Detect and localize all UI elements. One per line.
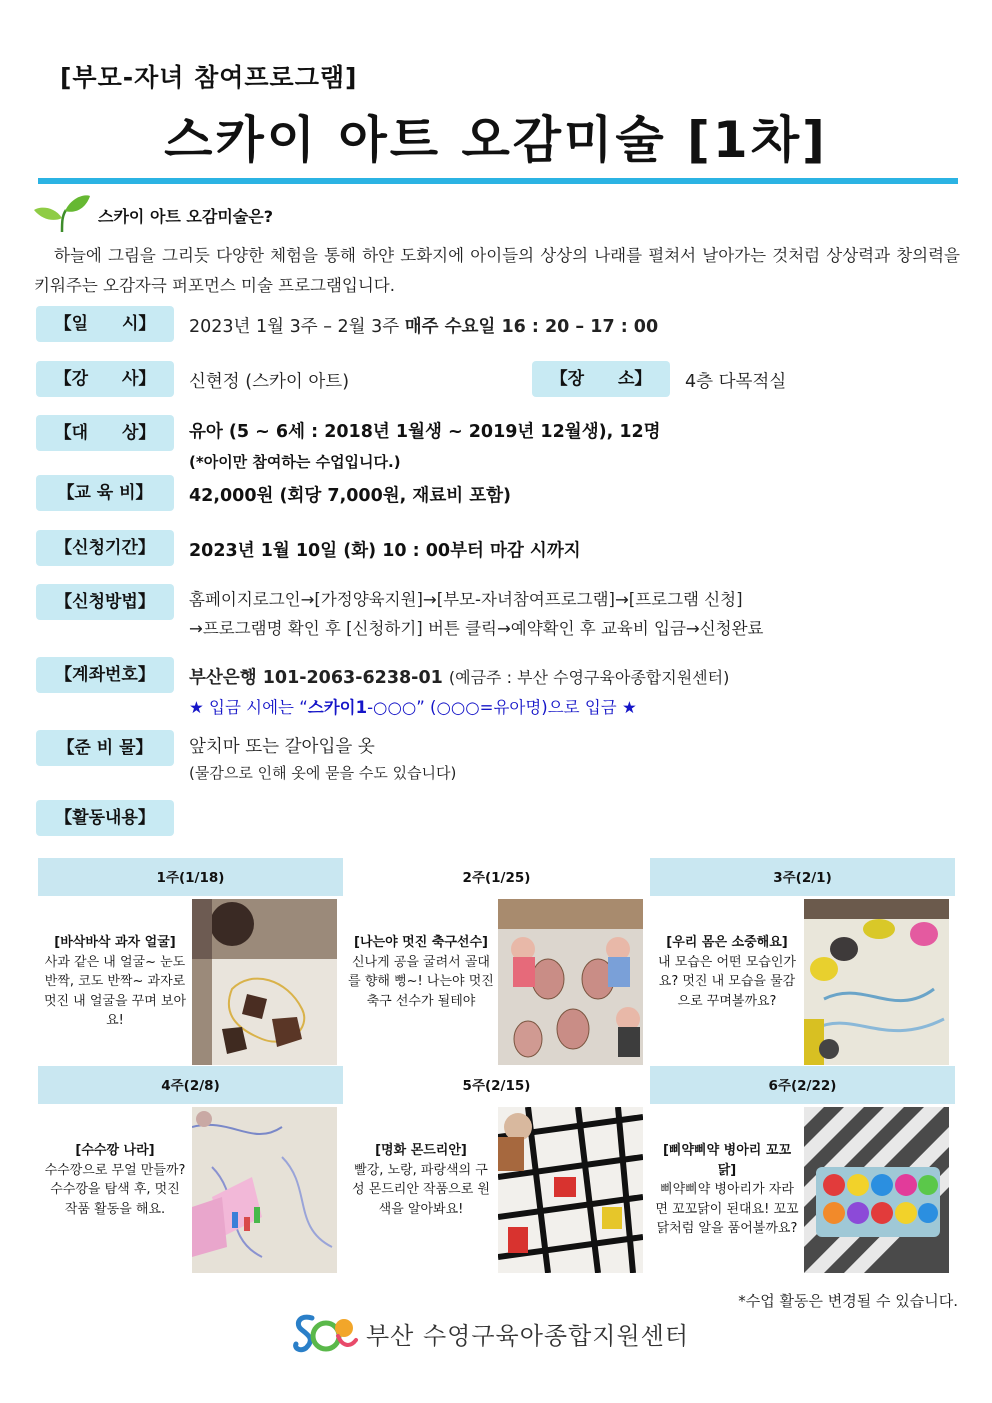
activity-desc: 삐약삐약 병아리가 자라면 꼬꼬닭이 된대요! 꼬꼬닭처럼 알을 품어볼까요? (655, 1182, 799, 1236)
value-account (189, 664, 729, 689)
activity-desc: 신나게 공을 굴려서 골대를 향해 뻥~! 나는야 멋진 축구 선수가 될테야 (348, 954, 494, 1009)
value-date-range: 2023년 1월 3주 – 2월 3주 (189, 317, 405, 337)
account-note (189, 694, 637, 718)
target-note: (*아이만 참여하는 수업입니다.) (189, 453, 401, 471)
activity-photo (192, 899, 337, 1065)
label-supplies: 【준 비 물】 (36, 730, 174, 766)
week-header: 5주(2/15) (344, 1066, 649, 1104)
change-notice: *수업 활동은 변경될 수 있습니다. (738, 1292, 958, 1310)
value-supplies: 앞치마 또는 갈아입을 옷 (189, 737, 375, 757)
activity-text (42, 1141, 188, 1219)
week-header: 2주(1/25) (344, 858, 649, 896)
activity-text (348, 933, 494, 1011)
activity-card (38, 1107, 343, 1273)
value-method-line1: 홈페이지로그인→[가정양육지원]→[부모-자녀참여프로그램]→[프로그램 신청] (189, 590, 743, 609)
activity-title: [나는야 멋진 축구선수] (354, 935, 488, 950)
account-bank: 부산은행 101-2063-6238-01 (189, 668, 449, 688)
label-target: 【대 상】 (36, 415, 174, 451)
value-target: 유아 (5 ~ 6세 : 2018년 1월생 ~ 2019년 12월생), 12명 (189, 422, 661, 442)
page-title: 스카이 아트 오감미술 [1차] (164, 111, 828, 169)
supplies-note: (물감으로 인해 옷에 묻을 수도 있습니다) (189, 764, 457, 782)
activity-card (650, 1107, 955, 1273)
account-note-code: 스카이1 (307, 698, 368, 717)
program-category: [부모-자녀 참여프로그램] (60, 63, 358, 92)
center-name: 부산 수영구육아종합지원센터 (366, 1322, 690, 1350)
label-method: 【신청방법】 (36, 584, 174, 620)
sprout-icon (32, 192, 92, 234)
value-method-line2: →프로그램명 확인 후 [신청하기] 버튼 클릭→예약확인 후 교육비 입금→신청완료 (189, 619, 764, 638)
activity-title: [바삭바삭 과자 얼굴] (54, 935, 176, 950)
value-date (189, 313, 658, 338)
value-date-time: 매주 수요일 16 : 20 – 17 : 00 (404, 317, 659, 337)
value-period: 2023년 1월 10일 (화) 10 : 00부터 마감 시까지 (189, 541, 581, 561)
activity-photo (804, 899, 949, 1065)
activity-card (38, 899, 343, 1065)
intro-body: 하늘에 그림을 그리듯 다양한 체험을 통해 하얀 도화지에 아이들의 상상의 나래를 펼쳐서 날아가는 것처럼 상상력과 창의력을 키워주는 오감자극 퍼포먼스 미술 프로그램입니다. (34, 246, 960, 295)
activity-card (344, 1107, 649, 1273)
label-account: 【계좌번호】 (36, 657, 174, 693)
label-fee: 【교 육 비】 (36, 475, 174, 511)
account-note-start: ★ 입금 시에는 “ (189, 698, 308, 717)
activity-text (42, 933, 188, 1031)
activity-card (650, 899, 955, 1065)
activity-photo (498, 1107, 643, 1273)
account-note-end: -○○○” (○○○=유아명)으로 입금 ★ (367, 698, 637, 717)
activity-title: [수수깡 나라] (75, 1143, 155, 1158)
label-place: 【장 소】 (532, 361, 670, 397)
title-divider (38, 178, 958, 184)
activity-text (348, 1141, 494, 1219)
activity-desc: 사과 같은 내 얼굴~ 눈도 반짝, 코도 반짝~ 과자로 멋진 내 얼굴을 꾸며 보아요! (43, 954, 187, 1028)
label-teacher: 【강 사】 (36, 361, 174, 397)
activity-photo (804, 1107, 949, 1273)
value-teacher: 신현정 (스카이 아트) (189, 372, 350, 392)
activity-title: [우리 몸은 소중해요] (666, 935, 788, 950)
activity-title: [명화 몬드리안] (375, 1143, 467, 1158)
week-header: 3주(2/1) (650, 858, 955, 896)
value-place: 4층 다목적실 (685, 372, 787, 392)
activity-desc: 수수깡으로 무얼 만들까? 수수깡을 탐색 후, 멋진 작품 활동을 해요. (44, 1162, 186, 1217)
activity-desc: 내 모습은 어떤 모습인가요? 멋진 내 모습을 물감으로 꾸며볼까요? (658, 954, 796, 1009)
activity-text (654, 933, 800, 1011)
activity-title: [삐약삐약 병아리 꼬꼬 닭] (662, 1143, 791, 1178)
activity-photo (192, 1107, 337, 1273)
week-header: 6주(2/22) (650, 1066, 955, 1104)
intro-heading: 스카이 아트 오감미술은? (98, 207, 273, 226)
center-logo-icon (292, 1310, 360, 1354)
activity-photo (498, 899, 643, 1065)
activity-text (654, 1141, 800, 1239)
label-activities: 【활동내용】 (36, 800, 174, 836)
activity-desc: 빨강, 노랑, 파랑색의 구성 몬드리안 작품으로 원색을 알아봐요! (352, 1162, 490, 1217)
activity-card (344, 899, 649, 1065)
label-period: 【신청기간】 (36, 530, 174, 566)
account-holder: (예금주 : 부산 수영구육아종합지원센터) (448, 668, 730, 687)
week-header: 4주(2/8) (38, 1066, 343, 1104)
label-date: 【일 시】 (36, 306, 174, 342)
value-fee: 42,000원 (회당 7,000원, 재료비 포함) (189, 486, 512, 506)
week-header: 1주(1/18) (38, 858, 343, 896)
